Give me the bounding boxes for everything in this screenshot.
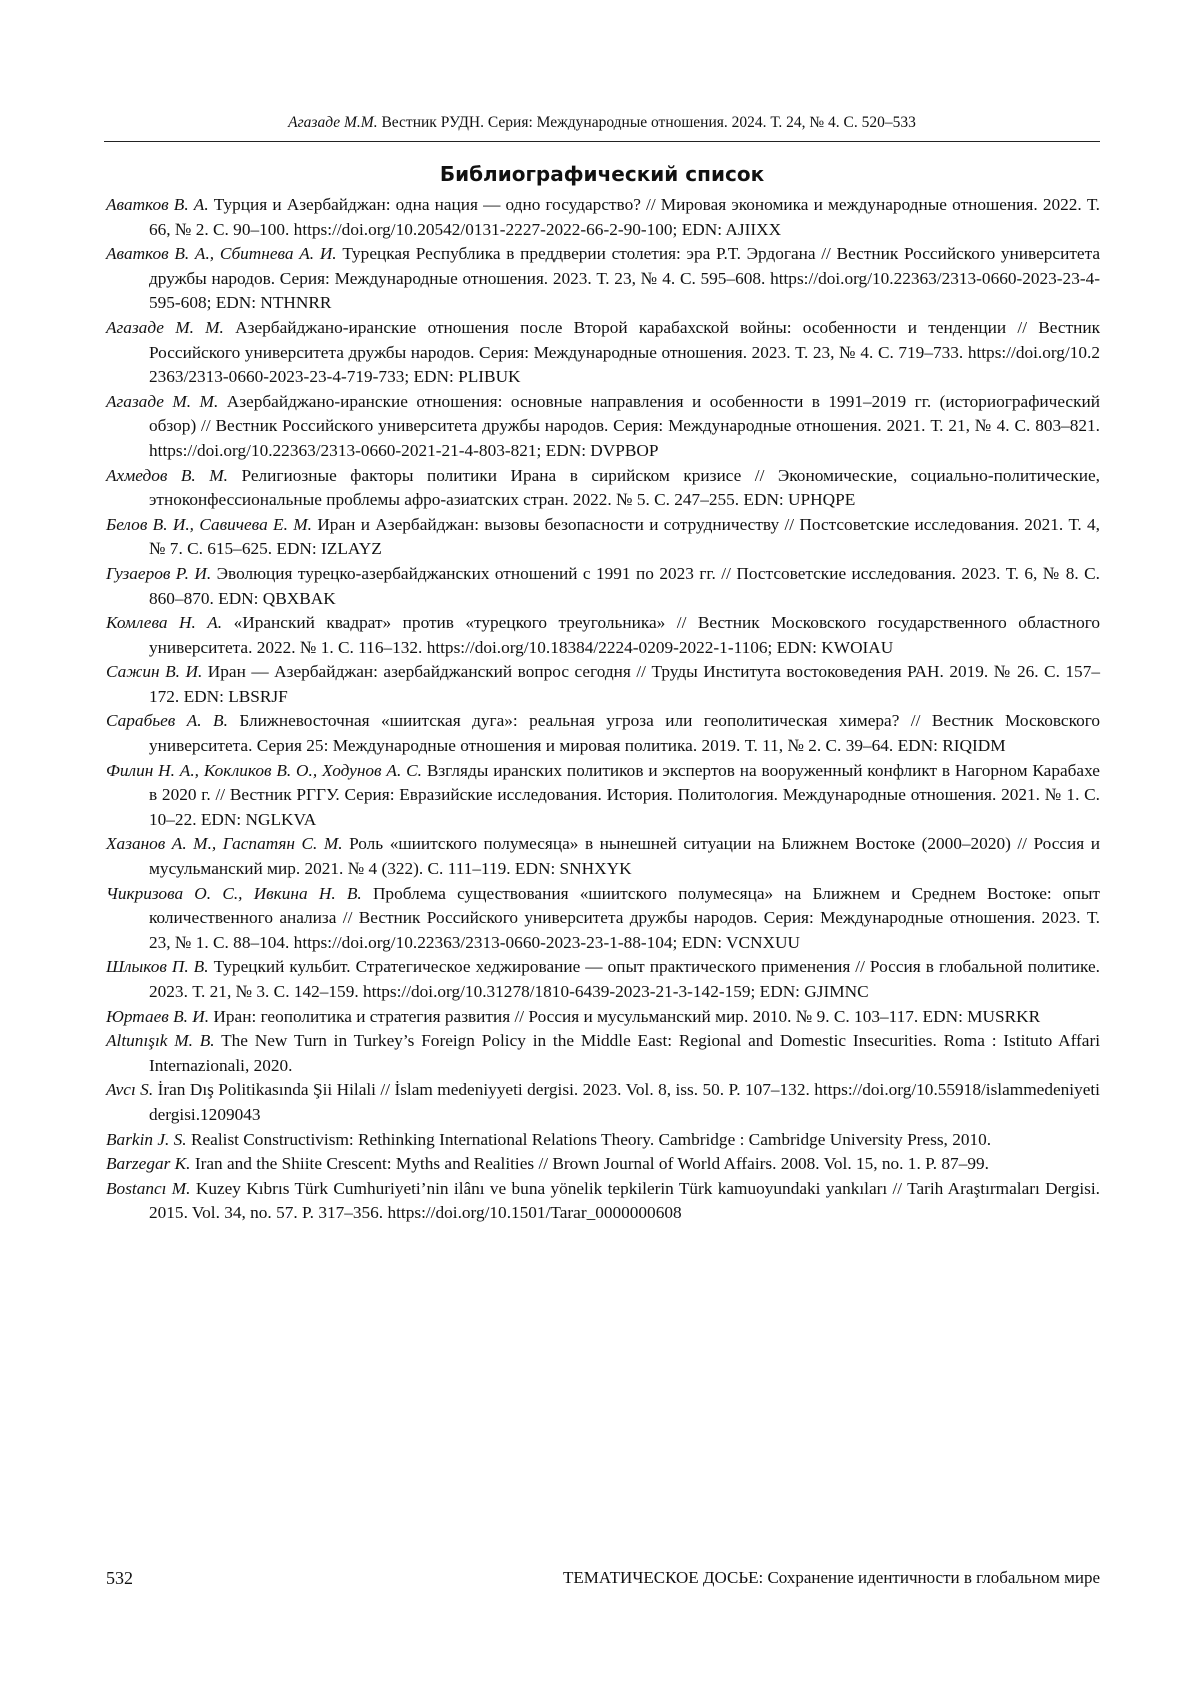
reference-text: İran Dış Politikasında Şii Hilali // İslam medeniyyeti dergisi. 2023. Vol. 8, iss. 50. P. 107–132.: [158, 1080, 810, 1099]
reference-text: Иран — Азербайджан: азербайджанский вопрос сегодня // Труды Института востоковедения РАН. 2019. № 26. С. 157–172.: [149, 662, 1100, 706]
reference-authors: Агазаде М. М.: [106, 392, 218, 411]
reference-item: [106, 390, 1100, 464]
reference-item: [106, 1029, 1100, 1078]
reference-edn: EDN: KWOIAU: [777, 638, 894, 657]
reference-authors: Bostancı M.: [106, 1179, 191, 1198]
reference-authors: Barzegar K.: [106, 1154, 191, 1173]
reference-text: The New Turn in Turkey’s Foreign Policy in the Middle East: Regional and Domestic Insecurities. Roma : Istituto Affari Internazionali, 2020.: [149, 1031, 1100, 1075]
reference-doi-link[interactable]: https://doi.org/10.55918/islammedeniyetidergisi.1209043: [149, 1080, 1100, 1124]
reference-authors: Хазанов А. М., Гаспатян С. М.: [106, 834, 343, 853]
footer-section-title: ТЕМАТИЧЕСКОЕ ДОСЬЕ: Сохранение идентичности в глобальном мире: [563, 1567, 1100, 1589]
reference-item: [106, 832, 1100, 881]
reference-item: [106, 660, 1100, 709]
reference-edn: EDN: IZLAYZ: [276, 539, 381, 558]
reference-authors: Аватков В. А., Сбитнева А. И.: [106, 244, 337, 263]
reference-doi-link[interactable]: https://doi.org/10.22363/2313-0660-2023-23-4-719-733;: [149, 343, 1100, 387]
reference-text: Азербайджано-иранские отношения после Второй карабахской войны: особенности и тенденции // Вестник Российского университета дружбы народов. Серия: Международные отношения. 2023. Т. 23, № 4. С. 719–733.: [149, 318, 1100, 362]
reference-text: Роль «шиитского полумесяца» в нынешней ситуации на Ближнем Востоке (2000–2020) // Россия и мусульманский мир. 2021. № 4 (322). С. 111–119.: [149, 834, 1100, 878]
reference-edn: EDN: AJIIXX: [682, 220, 781, 239]
reference-authors: Аватков В. А.: [106, 195, 209, 214]
reference-item: [106, 1152, 1100, 1177]
reference-item: [106, 316, 1100, 390]
reference-text: Азербайджано-иранские отношения: основные направления и особенности в 1991–2019 гг. (историографический обзор) // Вестник Российского университета дружбы народов. Серия: Международные отношения. 2021. Т. 21, № 4. С. 803–821.: [149, 392, 1100, 436]
running-header-author: Агазаде М.М.: [288, 114, 377, 131]
header-rule: [104, 141, 1100, 142]
reference-authors: Barkin J. S.: [106, 1130, 187, 1149]
reference-authors: Филин Н. А., Кокликов В. О., Ходунов А. С.: [106, 761, 422, 780]
reference-edn: EDN: QBXBAK: [218, 589, 336, 608]
reference-edn: EDN: SNHXYK: [515, 859, 632, 878]
section-title: Библиографический список: [104, 161, 1100, 187]
reference-authors: Агазаде М. М.: [106, 318, 224, 337]
reference-item: [106, 464, 1100, 513]
reference-item: [106, 955, 1100, 1004]
running-header-journal: Вестник РУДН. Серия: Международные отношения. 2024. Т. 24, № 4. С. 520–533: [381, 114, 915, 131]
reference-doi-link[interactable]: https://doi.org/10.18384/2224-0209-2022-1-1106;: [427, 638, 773, 657]
reference-text: Иран и Азербайджан: вызовы безопасности и сотрудничеству // Постсоветские исследования. 2021. Т. 4, № 7. С. 615–625.: [149, 515, 1100, 559]
reference-text: Турецкий кульбит. Стратегическое хеджирование — опыт практического применения // Россия в глобальной политике. 2023. Т. 21, № 3. С. 142–159.: [149, 957, 1100, 1001]
reference-text: Эволюция турецко-азербайджанских отношений с 1991 по 2023 гг. // Постсоветские исследования. 2023. Т. 6, № 8. С. 860–870.: [149, 564, 1100, 608]
reference-item: [106, 562, 1100, 611]
reference-authors: Шлыков П. В.: [106, 957, 209, 976]
reference-authors: Комлева Н. А.: [106, 613, 222, 632]
reference-text: Realist Constructivism: Rethinking International Relations Theory. Cambridge : Cambridge University Press, 2010.: [191, 1130, 991, 1149]
reference-text: Взгляды иранских политиков и экспертов на вооруженный конфликт в Нагорном Карабахе в 2020 г. // Вестник РГГУ. Серия: Евразийские исследования. История. Политология. Международные отношения. 2021. № 1. С. 10–22.: [149, 761, 1100, 829]
reference-text: Kuzey Kıbrıs Türk Cumhuriyeti’nin ilânı ve buna yönelik tepkilerin Türk kamuoyundaki yankıları // Tarih Araştırmaları Dergisi. 2015. Vol. 34, no. 57. P. 317–356.: [149, 1179, 1100, 1223]
reference-authors: Белов В. И., Савичева Е. М.: [106, 515, 312, 534]
reference-authors: Гузаеров Р. И.: [106, 564, 211, 583]
reference-doi-link[interactable]: https://doi.org/10.22363/2313-0660-2021-21-4-803-821;: [149, 441, 541, 460]
reference-edn: EDN: NGLKVA: [201, 810, 316, 829]
reference-edn: EDN: UPHQPE: [743, 490, 855, 509]
running-header: [104, 113, 1100, 133]
reference-text: Религиозные факторы политики Ирана в сирийском кризисе // Экономические, социально-политические, этноконфессиональные проблемы афро-азиатских стран. 2022. № 5. С. 247–255.: [149, 466, 1100, 510]
reference-edn: EDN: VCNXUU: [682, 933, 800, 952]
reference-authors: Avcı S.: [106, 1080, 153, 1099]
reference-authors: Чикризова О. С., Ивкина Н. В.: [106, 884, 362, 903]
reference-text: Турецкая Республика в преддверии столетия: эра Р.Т. Эрдогана // Вестник Российского университета дружбы народов. Серия: Международные отношения. 2023. Т. 23, № 4. С. 595–608.: [149, 244, 1100, 288]
reference-authors: Altunışık M. B.: [106, 1031, 215, 1050]
reference-doi-link[interactable]: https://doi.org/10.20542/0131-2227-2022-66-2-90-100;: [294, 220, 678, 239]
reference-item: [106, 193, 1100, 242]
reference-item: [106, 242, 1100, 316]
reference-item: [106, 882, 1100, 956]
reference-item: [106, 1177, 1100, 1226]
reference-item: [106, 1005, 1100, 1030]
reference-text: Турция и Азербайджан: одна нация — одно государство? // Мировая экономика и международные отношения. 2022. Т. 66, № 2. С. 90–100.: [149, 195, 1100, 239]
reference-edn: EDN: LBSRJF: [184, 687, 288, 706]
reference-item: [106, 759, 1100, 833]
reference-item: [106, 709, 1100, 758]
reference-text: Иран: геополитика и стратегия развития // Россия и мусульманский мир. 2010. № 9. С. 103–117.: [213, 1007, 918, 1026]
reference-edn: EDN: MUSRKR: [923, 1007, 1041, 1026]
reference-text: Ближневосточная «шиитская дуга»: реальная угроза или геополитическая химера? // Вестник Московского университета. Серия 25: Международные отношения и мировая политика. 2019. Т. 11, № 2. С. 39–64.: [149, 711, 1100, 755]
reference-authors: Ахмедов В. М.: [106, 466, 228, 485]
reference-item: [106, 1078, 1100, 1127]
reference-authors: Сарабьев А. В.: [106, 711, 228, 730]
reference-item: [106, 611, 1100, 660]
reference-doi-link[interactable]: https://doi.org/10.1501/Tarar_0000000608: [387, 1203, 681, 1222]
reference-edn: EDN: RIQIDM: [898, 736, 1006, 755]
reference-item: [106, 513, 1100, 562]
reference-doi-link[interactable]: https://doi.org/10.22363/2313-0660-2023-23-1-88-104;: [294, 933, 678, 952]
reference-doi-link[interactable]: https://doi.org/10.22363/2313-0660-2023-23-4-595-608;: [149, 269, 1100, 313]
reference-text: «Иранский квадрат» против «турецкого треугольника» // Вестник Московского государственного областного университета. 2022. № 1. С. 116–132.: [149, 613, 1100, 657]
reference-item: [106, 1128, 1100, 1153]
reference-edn: EDN: NTHNRR: [216, 293, 332, 312]
reference-authors: Юртаев В. И.: [106, 1007, 209, 1026]
reference-authors: Сажин В. И.: [106, 662, 202, 681]
reference-doi-link[interactable]: https://doi.org/10.31278/1810-6439-2023-21-3-142-159;: [363, 982, 755, 1001]
reference-edn: EDN: DVPBOP: [546, 441, 659, 460]
reference-text: Iran and the Shiite Crescent: Myths and Realities // Brown Journal of World Affairs. 2008. Vol. 15, no. 1. P. 87–99.: [195, 1154, 989, 1173]
reference-edn: EDN: PLIBUK: [413, 367, 520, 386]
page-number: 532: [106, 1567, 133, 1589]
reference-text: Проблема существования «шиитского полумесяца» на Ближнем и Среднем Востоке: опыт количественного анализа // Вестник Российского университета дружбы народов. Серия: Международные отношения. 2023. Т. 23, № 1. С. 88–104.: [149, 884, 1100, 952]
reference-list: [106, 193, 1100, 1226]
reference-edn: EDN: GJIMNC: [760, 982, 869, 1001]
